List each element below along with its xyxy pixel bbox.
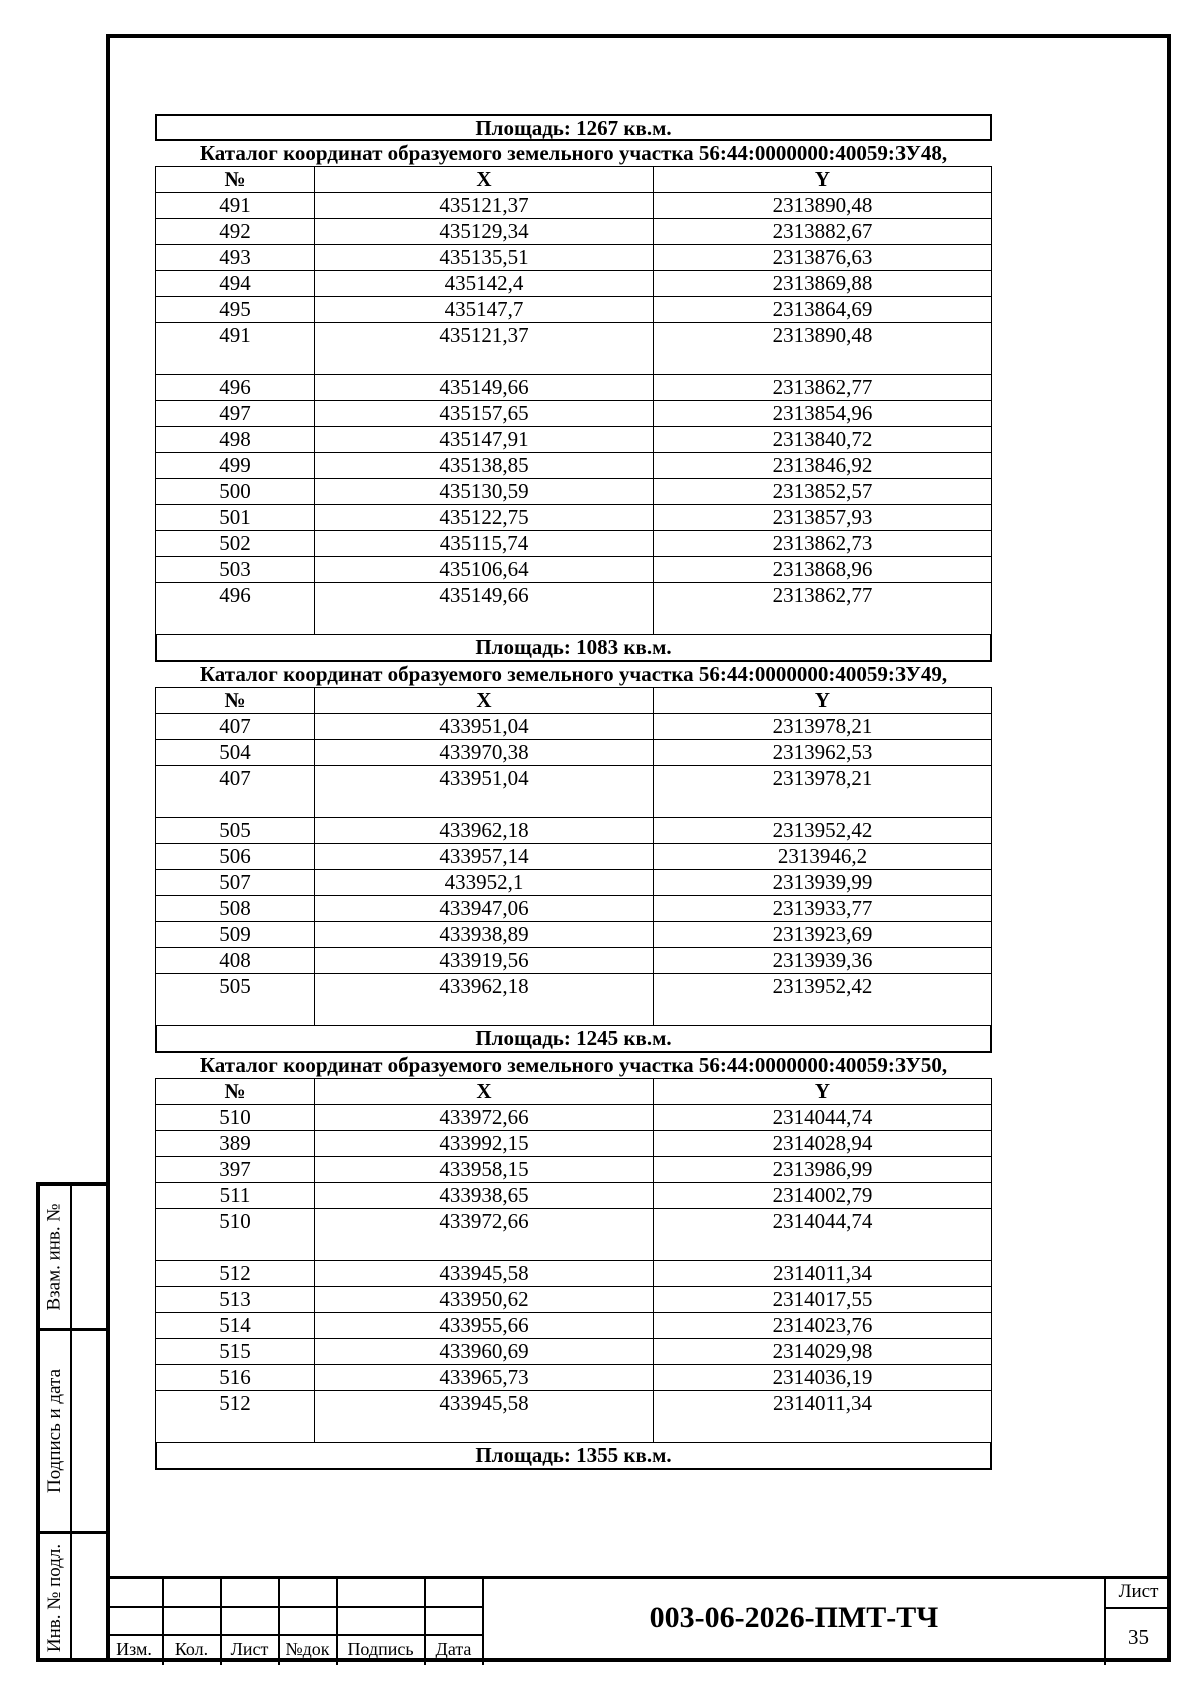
table-row: [156, 323, 992, 375]
point-number-cell: 491: [156, 193, 315, 219]
x-coordinate-cell: 435147,91: [315, 427, 654, 453]
point-number-cell: 491: [156, 323, 315, 375]
x-coordinate-cell: 433919,56: [315, 948, 654, 974]
y-coordinate-cell: 2314023,76: [654, 1313, 992, 1339]
side-cell-podpis: [40, 1331, 70, 1531]
point-number-cell: 500: [156, 479, 315, 505]
stamp-label-kol: Кол.: [174, 1639, 209, 1659]
y-coordinate-cell: 2313939,36: [654, 948, 992, 974]
point-number-cell: 501: [156, 505, 315, 531]
y-coordinate-cell: 2313868,96: [654, 557, 992, 583]
y-coordinate-cell: 2313962,53: [654, 740, 992, 766]
table-row: [156, 245, 992, 271]
y-coordinate-cell: 2313890,48: [654, 193, 992, 219]
point-number-cell: 509: [156, 922, 315, 948]
x-coordinate-cell: 435130,59: [315, 479, 654, 505]
document-code: 003-06-2026-ПМТ-ТЧ: [649, 1601, 939, 1634]
x-coordinate-cell: 433992,15: [315, 1131, 654, 1157]
table-row: [156, 375, 992, 401]
y-coordinate-cell: 2313890,48: [654, 323, 992, 375]
point-number-cell: 498: [156, 427, 315, 453]
y-coordinate-cell: 2313939,99: [654, 870, 992, 896]
point-number-cell: 496: [156, 375, 315, 401]
point-number-cell: 513: [156, 1287, 315, 1313]
point-number-cell: 514: [156, 1313, 315, 1339]
stamp-row-line: [106, 1634, 484, 1636]
area-label: Площадь: 1245 кв.м.: [155, 1026, 992, 1053]
x-coordinate-cell: 433947,06: [315, 896, 654, 922]
table-row: [156, 1287, 992, 1313]
table-row: [156, 1183, 992, 1209]
x-coordinate-cell: 433958,15: [315, 1157, 654, 1183]
point-number-cell: 510: [156, 1209, 315, 1261]
point-number-cell: 407: [156, 766, 315, 818]
x-coordinate-cell: 435149,66: [315, 375, 654, 401]
x-coordinate-cell: 435138,85: [315, 453, 654, 479]
x-coordinate-cell: 435149,66: [315, 583, 654, 635]
x-coordinate-cell: 433951,04: [315, 766, 654, 818]
point-number-cell: 389: [156, 1131, 315, 1157]
x-coordinate-cell: 433938,89: [315, 922, 654, 948]
stamp-row-line: [106, 1606, 484, 1608]
table-row: [156, 896, 992, 922]
table-row: [156, 271, 992, 297]
y-coordinate-cell: 2313869,88: [654, 271, 992, 297]
y-coordinate-cell: 2313952,42: [654, 974, 992, 1026]
y-coordinate-cell: 2313876,63: [654, 245, 992, 271]
point-number-cell: 499: [156, 453, 315, 479]
table-header-row: [156, 1079, 992, 1105]
table-row: [156, 1365, 992, 1391]
point-number-cell: 495: [156, 297, 315, 323]
table-row: [156, 1157, 992, 1183]
table-row: [156, 1131, 992, 1157]
x-coordinate-cell: 433962,18: [315, 818, 654, 844]
y-coordinate-cell: 2314011,34: [654, 1261, 992, 1287]
y-coordinate-cell: 2313978,21: [654, 714, 992, 740]
column-header: Y: [654, 688, 992, 714]
coordinate-table: [155, 687, 992, 1026]
y-coordinate-cell: 2313946,2: [654, 844, 992, 870]
table-row: [156, 766, 992, 818]
side-label-inv: Инв. № подл.: [44, 1543, 66, 1653]
point-number-cell: 512: [156, 1391, 315, 1443]
point-number-cell: 493: [156, 245, 315, 271]
table-row: [156, 870, 992, 896]
point-number-cell: 494: [156, 271, 315, 297]
x-coordinate-cell: 435121,37: [315, 193, 654, 219]
table-row: [156, 1105, 992, 1131]
column-header: №: [156, 1079, 315, 1105]
coordinate-table: [155, 166, 992, 635]
point-number-cell: 508: [156, 896, 315, 922]
point-number-cell: 496: [156, 583, 315, 635]
table-row: [156, 583, 992, 635]
x-coordinate-cell: 435122,75: [315, 505, 654, 531]
y-coordinate-cell: 2314028,94: [654, 1131, 992, 1157]
y-coordinate-cell: 2313923,69: [654, 922, 992, 948]
side-divider: [70, 1186, 72, 1658]
y-coordinate-cell: 2313857,93: [654, 505, 992, 531]
point-number-cell: 492: [156, 219, 315, 245]
y-coordinate-cell: 2313840,72: [654, 427, 992, 453]
column-header: Y: [654, 1079, 992, 1105]
sheet-cell-line: [1104, 1607, 1171, 1609]
x-coordinate-cell: 433938,65: [315, 1183, 654, 1209]
side-label-vzam: Взам. инв. №: [44, 1203, 66, 1311]
y-coordinate-cell: 2313882,67: [654, 219, 992, 245]
table-row: [156, 740, 992, 766]
x-coordinate-cell: 433962,18: [315, 974, 654, 1026]
point-number-cell: 506: [156, 844, 315, 870]
point-number-cell: 408: [156, 948, 315, 974]
stamp-label-izm: Изм.: [116, 1639, 152, 1659]
y-coordinate-cell: 2314011,34: [654, 1391, 992, 1443]
table-row: [156, 193, 992, 219]
table-row: [156, 531, 992, 557]
table-row: [156, 974, 992, 1026]
x-coordinate-cell: 435106,64: [315, 557, 654, 583]
side-cell-inv: [40, 1534, 70, 1662]
x-coordinate-cell: 433970,38: [315, 740, 654, 766]
coordinate-table: [155, 1078, 992, 1443]
point-number-cell: 407: [156, 714, 315, 740]
table-row: [156, 401, 992, 427]
point-number-cell: 515: [156, 1339, 315, 1365]
y-coordinate-cell: 2314029,98: [654, 1339, 992, 1365]
y-coordinate-cell: 2314044,74: [654, 1209, 992, 1261]
table-row: [156, 427, 992, 453]
x-coordinate-cell: 433957,14: [315, 844, 654, 870]
point-number-cell: 502: [156, 531, 315, 557]
y-coordinate-cell: 2313952,42: [654, 818, 992, 844]
table-row: [156, 219, 992, 245]
point-number-cell: 516: [156, 1365, 315, 1391]
stamp-label-podpis: Подпись: [347, 1639, 414, 1659]
x-coordinate-cell: 433972,66: [315, 1105, 654, 1131]
point-number-cell: 504: [156, 740, 315, 766]
table-row: [156, 714, 992, 740]
table-row: [156, 1339, 992, 1365]
y-coordinate-cell: 2313862,77: [654, 375, 992, 401]
point-number-cell: 511: [156, 1183, 315, 1209]
y-coordinate-cell: 2314036,19: [654, 1365, 992, 1391]
x-coordinate-cell: 435157,65: [315, 401, 654, 427]
x-coordinate-cell: 435147,7: [315, 297, 654, 323]
y-coordinate-cell: 2313978,21: [654, 766, 992, 818]
stamp-label-list: Лист: [230, 1639, 269, 1659]
table-row: [156, 297, 992, 323]
sheet-label: Лист: [1118, 1581, 1159, 1602]
table-row: [156, 1313, 992, 1339]
y-coordinate-cell: 2313846,92: [654, 453, 992, 479]
y-coordinate-cell: 2313862,77: [654, 583, 992, 635]
table-row: [156, 948, 992, 974]
x-coordinate-cell: 433952,1: [315, 870, 654, 896]
table-row: [156, 453, 992, 479]
column-header: Y: [654, 167, 992, 193]
point-number-cell: 397: [156, 1157, 315, 1183]
table-header-row: [156, 688, 992, 714]
table-row: [156, 505, 992, 531]
x-coordinate-cell: 433965,73: [315, 1365, 654, 1391]
x-coordinate-cell: 433951,04: [315, 714, 654, 740]
stamp-label-data: Дата: [435, 1639, 472, 1659]
column-header: №: [156, 688, 315, 714]
table-row: [156, 479, 992, 505]
x-coordinate-cell: 433955,66: [315, 1313, 654, 1339]
table-row: [156, 1209, 992, 1261]
table-row: [156, 557, 992, 583]
x-coordinate-cell: 435121,37: [315, 323, 654, 375]
column-header: X: [315, 688, 654, 714]
catalog-caption: Каталог координат образуемого земельного участка 56:44:0000000:40059:ЗУ48,: [199, 141, 948, 165]
table-row: [156, 1261, 992, 1287]
x-coordinate-cell: 433945,58: [315, 1261, 654, 1287]
x-coordinate-cell: 435135,51: [315, 245, 654, 271]
table-row: [156, 1391, 992, 1443]
y-coordinate-cell: 2313864,69: [654, 297, 992, 323]
title-block: [106, 1576, 1171, 1662]
point-number-cell: 505: [156, 818, 315, 844]
table-row: [156, 818, 992, 844]
x-coordinate-cell: 435142,4: [315, 271, 654, 297]
y-coordinate-cell: 2313854,96: [654, 401, 992, 427]
column-header: X: [315, 167, 654, 193]
x-coordinate-cell: 433960,69: [315, 1339, 654, 1365]
x-coordinate-cell: 435115,74: [315, 531, 654, 557]
y-coordinate-cell: 2313986,99: [654, 1157, 992, 1183]
point-number-cell: 507: [156, 870, 315, 896]
catalog-list: [155, 141, 992, 1470]
y-coordinate-cell: 2314044,74: [654, 1105, 992, 1131]
table-header-row: [156, 167, 992, 193]
side-strip: [36, 1182, 106, 1662]
y-coordinate-cell: 2313933,77: [654, 896, 992, 922]
y-coordinate-cell: 2314017,55: [654, 1287, 992, 1313]
y-coordinate-cell: 2313862,73: [654, 531, 992, 557]
sheet-number: 35: [1128, 1625, 1149, 1649]
table-row: [156, 844, 992, 870]
catalog-caption: Каталог координат образуемого земельного участка 56:44:0000000:40059:ЗУ50,: [199, 1053, 948, 1077]
x-coordinate-cell: 435129,34: [315, 219, 654, 245]
point-number-cell: 503: [156, 557, 315, 583]
column-header: №: [156, 167, 315, 193]
catalog-content: [155, 114, 992, 1470]
area-label: Площадь: 1267 кв.м.: [155, 114, 992, 141]
column-header: X: [315, 1079, 654, 1105]
y-coordinate-cell: 2314002,79: [654, 1183, 992, 1209]
stamp-label-ndok: №док: [285, 1639, 330, 1659]
point-number-cell: 510: [156, 1105, 315, 1131]
table-row: [156, 922, 992, 948]
x-coordinate-cell: 433972,66: [315, 1209, 654, 1261]
point-number-cell: 505: [156, 974, 315, 1026]
catalog-caption: Каталог координат образуемого земельного участка 56:44:0000000:40059:ЗУ49,: [199, 662, 948, 686]
side-label-podpis: Подпись и дата: [44, 1368, 65, 1494]
x-coordinate-cell: 433950,62: [315, 1287, 654, 1313]
y-coordinate-cell: 2313852,57: [654, 479, 992, 505]
point-number-cell: 512: [156, 1261, 315, 1287]
x-coordinate-cell: 433945,58: [315, 1391, 654, 1443]
area-label: Площадь: 1083 кв.м.: [155, 635, 992, 662]
point-number-cell: 497: [156, 401, 315, 427]
area-label: Площадь: 1355 кв.м.: [155, 1443, 992, 1470]
side-cell-vzam: [40, 1186, 70, 1328]
